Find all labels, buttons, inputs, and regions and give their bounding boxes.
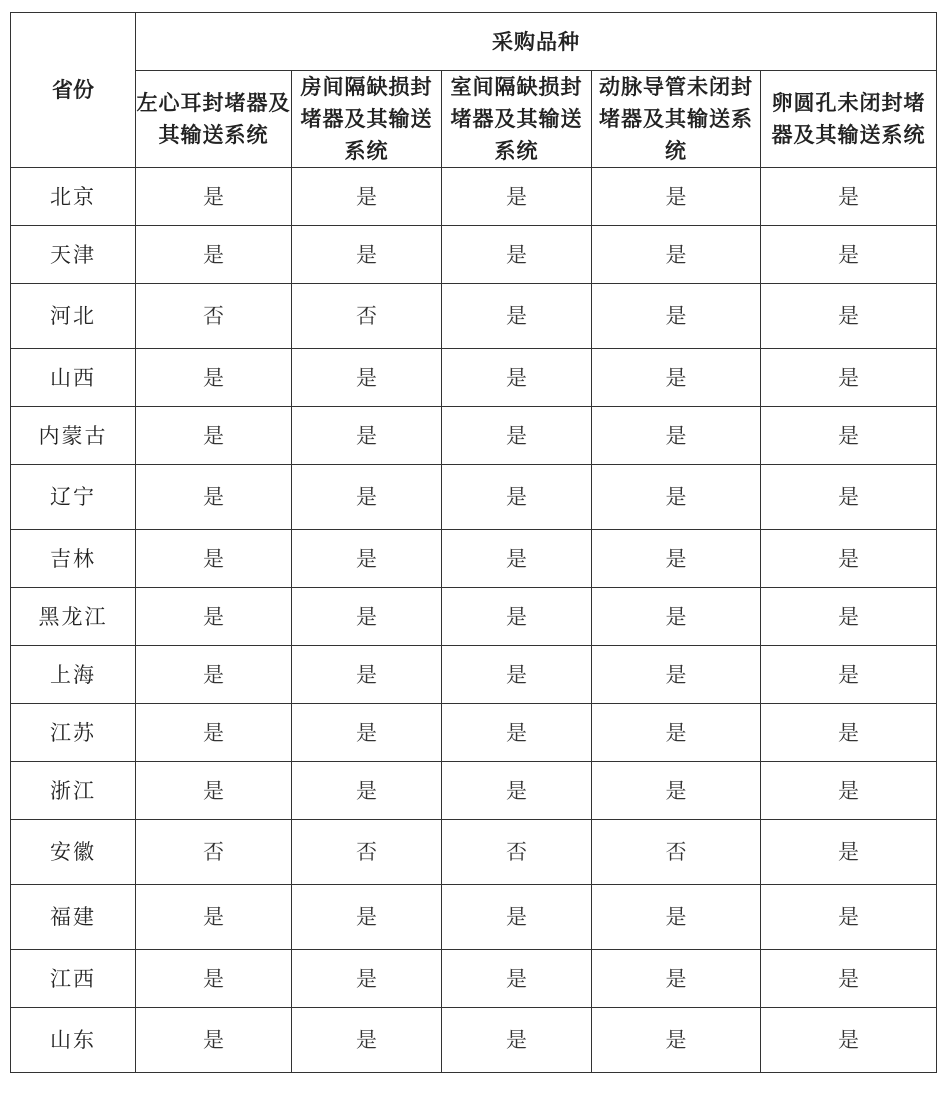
value-cell: 是	[761, 1008, 937, 1073]
value-cell: 是	[442, 1008, 592, 1073]
value-cell: 是	[136, 885, 292, 950]
procurement-category-header: 采购品种	[136, 13, 937, 71]
province-cell: 浙江	[11, 762, 136, 820]
value-cell: 否	[442, 820, 592, 885]
value-cell: 是	[442, 168, 592, 226]
value-cell: 是	[761, 349, 937, 407]
province-cell: 北京	[11, 168, 136, 226]
value-cell: 是	[136, 226, 292, 284]
province-cell: 河北	[11, 284, 136, 349]
value-cell: 是	[592, 284, 761, 349]
value-cell: 是	[136, 950, 292, 1008]
table-row	[11, 1008, 937, 1073]
table-row	[11, 588, 937, 646]
value-cell: 是	[292, 226, 442, 284]
column-header-laa-occluder: 左心耳封堵器及其输送系统	[136, 71, 292, 168]
value-cell: 是	[442, 349, 592, 407]
value-cell: 是	[761, 530, 937, 588]
table-row	[11, 284, 937, 349]
value-cell: 是	[136, 530, 292, 588]
table-row	[11, 226, 937, 284]
value-cell: 否	[136, 284, 292, 349]
value-cell: 是	[136, 407, 292, 465]
value-cell: 是	[292, 349, 442, 407]
value-cell: 是	[442, 530, 592, 588]
province-cell: 辽宁	[11, 465, 136, 530]
value-cell: 是	[592, 168, 761, 226]
value-cell: 是	[292, 762, 442, 820]
value-cell: 是	[592, 465, 761, 530]
value-cell: 是	[292, 530, 442, 588]
value-cell: 是	[136, 588, 292, 646]
value-cell: 是	[442, 950, 592, 1008]
table-row	[11, 465, 937, 530]
province-cell: 上海	[11, 646, 136, 704]
value-cell: 是	[442, 704, 592, 762]
province-cell: 江苏	[11, 704, 136, 762]
value-cell: 是	[592, 349, 761, 407]
table-row	[11, 407, 937, 465]
table-row	[11, 349, 937, 407]
value-cell: 是	[136, 1008, 292, 1073]
province-cell: 内蒙古	[11, 407, 136, 465]
value-cell: 是	[761, 407, 937, 465]
value-cell: 是	[292, 704, 442, 762]
value-cell: 是	[442, 284, 592, 349]
value-cell: 是	[136, 704, 292, 762]
value-cell: 是	[442, 465, 592, 530]
value-cell: 否	[592, 820, 761, 885]
value-cell: 是	[761, 762, 937, 820]
province-cell: 山西	[11, 349, 136, 407]
value-cell: 否	[292, 820, 442, 885]
value-cell: 是	[761, 226, 937, 284]
province-cell: 安徽	[11, 820, 136, 885]
value-cell: 是	[592, 885, 761, 950]
value-cell: 是	[761, 588, 937, 646]
column-header-asd-occluder: 房间隔缺损封堵器及其输送系统	[292, 71, 442, 168]
value-cell: 是	[136, 349, 292, 407]
column-header-pfo-occluder: 卵圆孔未闭封堵器及其输送系统	[761, 71, 937, 168]
province-cell: 天津	[11, 226, 136, 284]
value-cell: 是	[761, 465, 937, 530]
value-cell: 是	[292, 885, 442, 950]
value-cell: 是	[592, 1008, 761, 1073]
value-cell: 是	[442, 407, 592, 465]
value-cell: 是	[761, 885, 937, 950]
table-row	[11, 950, 937, 1008]
column-header-vsd-occluder: 室间隔缺损封堵器及其输送系统	[442, 71, 592, 168]
value-cell: 是	[442, 226, 592, 284]
value-cell: 是	[136, 465, 292, 530]
value-cell: 是	[442, 588, 592, 646]
value-cell: 否	[292, 284, 442, 349]
province-cell: 江西	[11, 950, 136, 1008]
value-cell: 是	[592, 588, 761, 646]
value-cell: 是	[592, 226, 761, 284]
table-header	[11, 13, 937, 168]
value-cell: 是	[442, 762, 592, 820]
value-cell: 是	[136, 168, 292, 226]
value-cell: 是	[592, 646, 761, 704]
value-cell: 是	[292, 465, 442, 530]
table-row	[11, 704, 937, 762]
table-row	[11, 168, 937, 226]
value-cell: 是	[292, 588, 442, 646]
province-header: 省份	[11, 13, 136, 168]
value-cell: 是	[761, 950, 937, 1008]
procurement-table	[10, 12, 937, 1073]
value-cell: 是	[592, 530, 761, 588]
province-cell: 吉林	[11, 530, 136, 588]
table-body	[11, 168, 937, 1073]
table-row	[11, 762, 937, 820]
value-cell: 是	[761, 168, 937, 226]
value-cell: 是	[442, 885, 592, 950]
province-cell: 黑龙江	[11, 588, 136, 646]
value-cell: 是	[592, 950, 761, 1008]
value-cell: 否	[136, 820, 292, 885]
value-cell: 是	[761, 704, 937, 762]
value-cell: 是	[592, 762, 761, 820]
value-cell: 是	[761, 284, 937, 349]
value-cell: 是	[136, 646, 292, 704]
province-cell: 福建	[11, 885, 136, 950]
value-cell: 是	[292, 407, 442, 465]
value-cell: 是	[761, 646, 937, 704]
value-cell: 是	[442, 646, 592, 704]
value-cell: 是	[761, 820, 937, 885]
value-cell: 是	[136, 762, 292, 820]
value-cell: 是	[292, 646, 442, 704]
value-cell: 是	[292, 168, 442, 226]
value-cell: 是	[292, 1008, 442, 1073]
value-cell: 是	[592, 704, 761, 762]
table-row	[11, 885, 937, 950]
value-cell: 是	[292, 950, 442, 1008]
table-row	[11, 646, 937, 704]
table-row	[11, 530, 937, 588]
province-cell: 山东	[11, 1008, 136, 1073]
table-row	[11, 820, 937, 885]
value-cell: 是	[592, 407, 761, 465]
column-header-pda-occluder: 动脉导管未闭封堵器及其输送系统	[592, 71, 761, 168]
